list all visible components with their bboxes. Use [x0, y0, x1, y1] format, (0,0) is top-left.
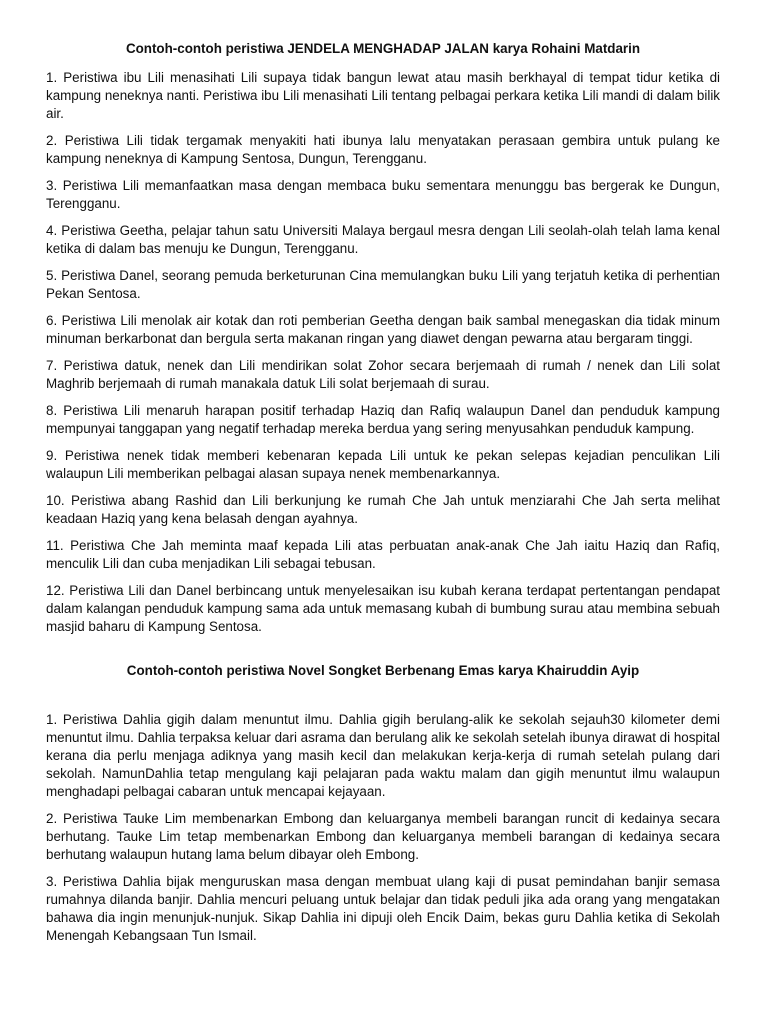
section-1-item-12: 12. Peristiwa Lili dan Danel berbincang untuk menyelesaikan isu kubah kerana terdapat pertentangan pendapat dalam kalangan penduduk kampung sama ada untuk memasang kubah di bumbung surau atau membina sebuah masjid baharu di Kampung Sentosa.: [46, 583, 720, 634]
section-1-title: Contoh-contoh peristiwa JENDELA MENGHADAP JALAN karya Rohaini Matdarin: [125, 41, 641, 56]
document-page: [46, 40, 720, 954]
section-1-item-5: 5. Peristiwa Danel, seorang pemuda berketurunan Cina memulangkan buku Lili yang terjatuh ketika di perhentian Pekan Sentosa.: [46, 268, 720, 301]
section-1-item-2: 2. Peristiwa Lili tidak tergamak menyakiti hati ibunya lalu menyatakan perasaan gembira untuk pulang ke kampung neneknya di Kampung Sentosa, Dungun, Terengganu.: [46, 133, 720, 166]
section-2-item-2: 2. Peristiwa Tauke Lim membenarkan Embong dan keluarganya membeli barangan runcit di kedainya secara berhutang. Tauke Lim tetap membenarkan Embong dan keluarganya membeli barangan di kedainya secara berhutang walaupun hutang lama belum dibayar oleh Embong.: [46, 811, 720, 862]
section-1-item-4: 4. Peristiwa Geetha, pelajar tahun satu Universiti Malaya bergaul mesra dengan Lili seolah-olah telah lama kenal ketika di dalam bas menuju ke Dungun, Terengganu.: [46, 223, 720, 256]
section-2-item-1: 1. Peristiwa Dahlia gigih dalam menuntut ilmu. Dahlia gigih berulang-alik ke sekolah sejauh30 kilometer demi menuntut ilmu. Dahlia terpaksa keluar dari asrama dan berulang alik ke sekolah setelah ibunya dirawat di hospital kerana dia perlu menjaga adiknya yang masih kecil dan melakukan kerja-kerja di rumah setelah pulang dari sekolah. NamunDahlia tetap mengulang kaji pelajaran pada waktu malam dan gigih menuntut ilmu walaupun menghadapi pelbagai cabaran untuk mencapai kejayaan.: [46, 712, 720, 799]
section-1-item-6: 6. Peristiwa Lili menolak air kotak dan roti pemberian Geetha dengan baik sambal menegaskan dia tidak minum minuman berkarbonat dan bergula serta makanan ringan yang diawet dengan pewarna atau bergaram tinggi.: [46, 313, 720, 346]
section-1-item-7: 7. Peristiwa datuk, nenek dan Lili mendirikan solat Zohor secara berjemaah di rumah / nenek dan Lili solat Maghrib berjemaah di rumah manakala datuk Lili solat berjemaah di surau.: [46, 358, 720, 391]
section-1-item-9: 9. Peristiwa nenek tidak memberi kebenaran kepada Lili untuk ke pekan selepas kejadian penculikan Lili walaupun Lili memberikan pelbagai alasan supaya nenek membenarkannya.: [46, 448, 720, 481]
section-2-item-3: 3. Peristiwa Dahlia bijak menguruskan masa dengan membuat ulang kaji di pusat pemindahan banjir semasa rumahnya dilanda banjir. Dahlia mencuri peluang untuk belajar dan tidak peduli jika ada orang yang mengatakan bahawa dia ingin menunjuk-nunjuk. Sikap Dahlia ini dipuji oleh Encik Daim, bekas guru Dahlia ketika di Sekolah Menengah Kebangsaan Tun Ismail.: [46, 874, 720, 943]
section-1-item-10: 10. Peristiwa abang Rashid dan Lili berkunjung ke rumah Che Jah untuk menziarahi Che Jah serta melihat keadaan Haziq yang kena belasah dengan ayahnya.: [46, 493, 720, 526]
section-1-item-1: 1. Peristiwa ibu Lili menasihati Lili supaya tidak bangun lewat atau masih berkhayal di tempat tidur ketika di kampung neneknya nanti. Peristiwa ibu Lili menasihati Lili tentang pelbagai perkara ketika Lili mandi di dalam bilik air.: [46, 70, 720, 121]
section-1-item-11: 11. Peristiwa Che Jah meminta maaf kepada Lili atas perbuatan anak-anak Che Jah iaitu Haziq dan Rafiq, menculik Lili dan cuba menjadikan Lili sebagai tebusan.: [46, 538, 720, 571]
section-1-item-3: 3. Peristiwa Lili memanfaatkan masa dengan membaca buku sementara menunggu bas bergerak ke Dungun, Terengganu.: [46, 178, 720, 211]
section-2-title: Contoh-contoh peristiwa Novel Songket Berbenang Emas karya Khairuddin Ayip: [126, 663, 640, 678]
section-1-item-8: 8. Peristiwa Lili menaruh harapan positif terhadap Haziq dan Rafiq walaupun Danel dan penduduk kampung mempunyai tanggapan yang negatif terhadap mereka berdua yang sering menyusahkan penduduk kampung.: [46, 403, 720, 436]
